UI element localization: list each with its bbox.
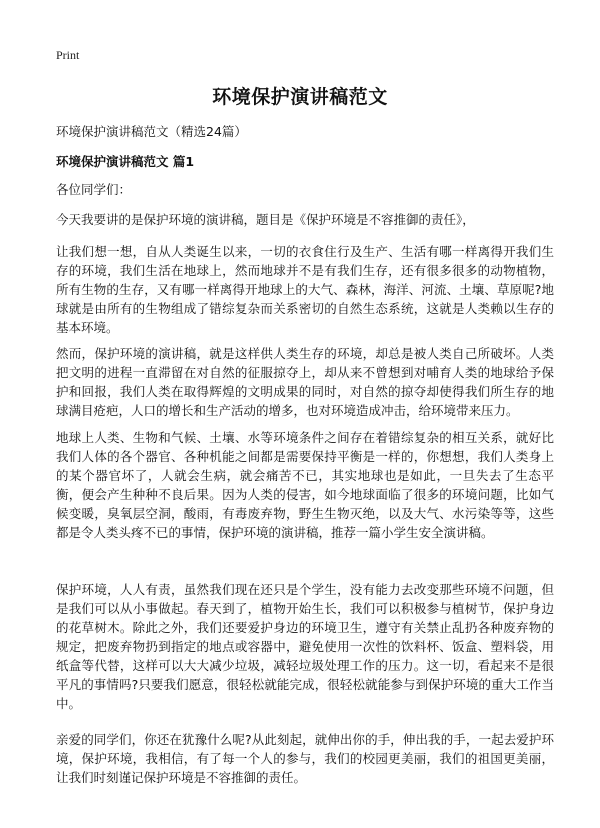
document-title: 环境保护演讲稿范文 bbox=[212, 86, 388, 108]
paragraph: 然而，保护环境的演讲稿，就是这样供人类生存的环境，却总是被人类自己所破坏。人类把文明的进程一直滞留在对自然的征服掠夺上，却从来不曾想到对哺育人类的地球给予保护和回报，我们人类在取得辉煌的文明成果的同时，对自然的掠夺却使得我们所生存的地球满目疮疤，人口的增长和生产活动的增多，也对环境造成冲击，给环境带来压力。 bbox=[56, 346, 554, 418]
paragraph: 地球上人类、生物和气候、土壤、水等环境条件之间存在着错综复杂的相互关系，就好比我们人体的各个器官、各种机能之间都是需要保持平衡是一样的，你想想，我们人类身上的某个器官坏了，人就会生病，就会痛苦不已，其实地球也是如此，一旦失去了生态平衡，便会产生种种不良后果。因为人类的侵害，如今地球面临了很多的环境问题，比如气候变暖，臭氧层空洞，酸雨，有毒废弃物，野生生物灭绝，以及大气、水污染等等，这些都是令人类头疼不已的事情，保护环境的演讲稿，推荐一篇小学生安全演讲稿。 bbox=[56, 430, 554, 540]
paragraph: 保护环境，人人有责，虽然我们现在还只是个学生，没有能力去改变那些环境不问题，但是我们可以从小事做起。春天到了，植物开始生长，我们可以积极参与植树节，保护身边的花草树木。除此之外，我们还要爱护身边的环境卫生，遵守有关禁止乱扔各种废弃物的规定，把废弃物扔到指定的地点或容器中，避免使用一次性的饮料杯、饭盒、塑料袋，用纸盒等代替，这样可以大大减少垃圾，减轻垃圾处理工作的压力。这一切，看起来不是很平凡的事情吗?只要我们愿意，很轻松就能完成，很轻松就能参与到保护环境的重大工作当中。 bbox=[56, 582, 554, 711]
paragraph-closing: 亲爱的同学们，你还在犹豫什么呢?从此刻起，就伸出你的手，伸出我的手，一起去爱护环境，保护环境，我相信，有了每一个人的参与，我们的校园更美丽，我们的祖国更美丽，让我们时刻谨记保护环境是不容推御的责任。 bbox=[56, 732, 554, 785]
paragraph-intro: 今天我要讲的是保护环境的演讲稿，题目是《保护环境是不容推御的责任》， bbox=[56, 212, 475, 227]
document-subtitle: 环境保护演讲稿范文（精选24篇） bbox=[56, 124, 247, 139]
paragraph-greeting: 各位同学们： bbox=[56, 182, 132, 197]
print-link[interactable]: Print bbox=[56, 48, 80, 62]
paragraph: 让我们想一想，自从人类诞生以来，一切的衣食住行及生产、生活有哪一样离得开我们生存的环境，我们生活在地球上，然而地球并不是有我们生存，还有很多很多的动物植物，所有生物的生存，又有哪一样离得开地球上的大气、森林，海洋、河流、土壤、草原呢?地球就是由所有的生物组成了错综复杂而关系密切的自然生态系统，这就是人类赖以生存的基本环境。 bbox=[56, 244, 554, 335]
section-heading: 环境保护演讲稿范文 篇1 bbox=[56, 154, 195, 169]
